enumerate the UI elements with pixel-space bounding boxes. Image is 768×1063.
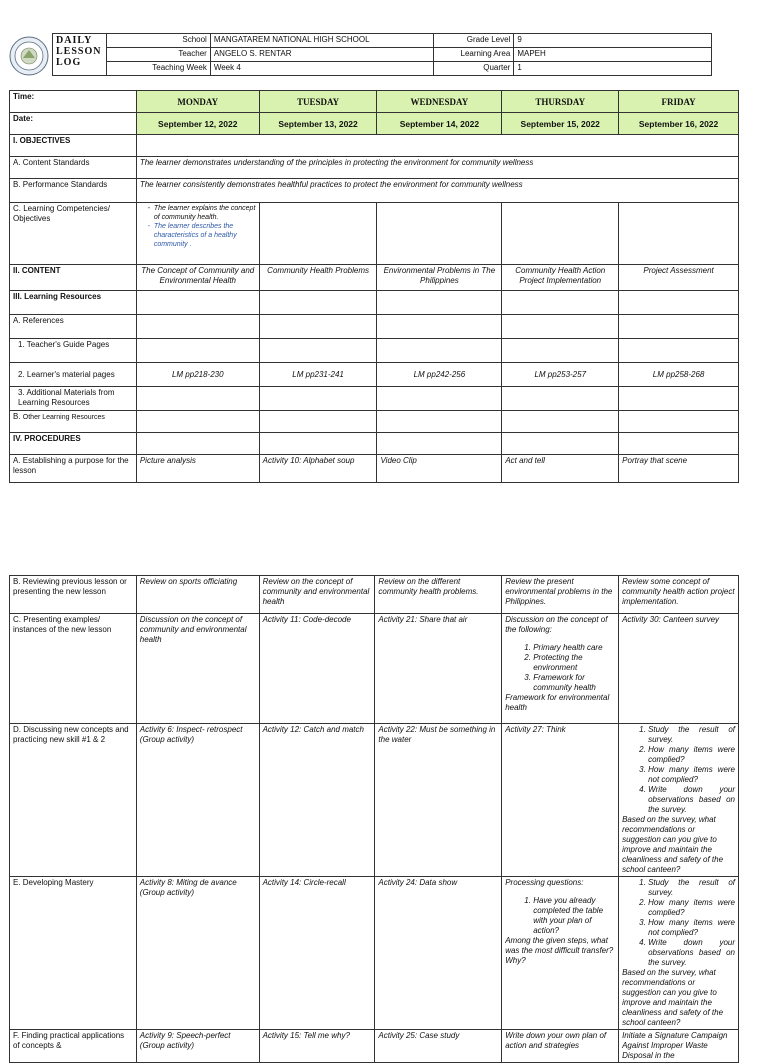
reviewing-tuesday: Review on the concept of community and environmental health — [259, 576, 375, 614]
presenting-thursday — [502, 614, 619, 724]
tg-thursday — [502, 339, 619, 363]
list-item: 1. Study the result of survey. — [648, 878, 735, 898]
resources-friday — [619, 291, 739, 315]
area-label: Learning Area — [434, 48, 514, 62]
am-monday — [136, 387, 259, 411]
log-title — [53, 34, 107, 76]
or-thursday — [502, 411, 619, 433]
mastery-label: E. Developing Mastery — [10, 877, 137, 1030]
presenting-thursday-outro: Framework for environmental health — [505, 693, 610, 712]
content-friday: Project Assessment — [619, 265, 739, 291]
discussing-tuesday: Activity 12: Catch and match — [259, 724, 375, 877]
competency-item: - The learner explains the concept of community health. — [154, 204, 256, 222]
resources-wednesday — [377, 291, 502, 315]
school-seal-icon — [9, 36, 49, 76]
date-monday: September 12, 2022 — [136, 113, 259, 135]
practical-label: F. Finding practical applications of concepts & — [10, 1030, 137, 1063]
establishing-thursday: Act and tell — [502, 455, 619, 483]
reviewing-friday: Review some concept of community health action project implementation. — [619, 576, 739, 614]
discussing-friday — [619, 724, 739, 877]
reviewing-thursday: Review the present environmental problems in the Philippines. — [502, 576, 619, 614]
lm-wednesday: LM pp242-256 — [377, 363, 502, 387]
other-resources-text: Other Learning Resources — [22, 414, 105, 421]
references-tuesday — [259, 315, 377, 339]
tg-wednesday — [377, 339, 502, 363]
presenting-wednesday: Activity 21: Share that air — [375, 614, 502, 724]
mastery-thursday-outro: Among the given steps, what was the most difficult transfer? Why? — [505, 936, 614, 965]
references-monday — [136, 315, 259, 339]
or-monday — [136, 411, 259, 433]
header-table — [52, 33, 712, 76]
list-item: 2. Protecting the environment — [533, 653, 615, 673]
am-friday — [619, 387, 739, 411]
references-label: A. References — [10, 315, 137, 339]
teacher-label: Teacher — [106, 48, 210, 62]
practical-monday: Activity 9: Speech-perfect (Group activity) — [136, 1030, 259, 1063]
area-value: MAPEH — [514, 48, 712, 62]
learners-material-label: 2. Learner's material pages — [10, 363, 137, 387]
presenting-thursday-intro: Discussion on the concept of the following: — [505, 615, 608, 634]
quarter-label: Quarter — [434, 62, 514, 76]
proc-thursday — [502, 433, 619, 455]
establishing-tuesday: Activity 10: Alphabet soup — [259, 455, 377, 483]
resources-label: III. Learning Resources — [10, 291, 137, 315]
mastery-wednesday: Activity 24: Data show — [375, 877, 502, 1030]
establishing-monday: Picture analysis — [136, 455, 259, 483]
day-friday: FRIDAY — [619, 91, 739, 113]
presenting-monday: Discussion on the concept of community and environmental health — [136, 614, 259, 724]
am-thursday — [502, 387, 619, 411]
other-resources-letter: B. — [13, 412, 21, 421]
date-thursday: September 15, 2022 — [502, 113, 619, 135]
proc-tuesday — [259, 433, 377, 455]
date-tuesday: September 13, 2022 — [259, 113, 377, 135]
competencies-tuesday — [259, 203, 377, 265]
presenting-label: C. Presenting examples/ instances of the new lesson — [10, 614, 137, 724]
proc-friday — [619, 433, 739, 455]
date-label: Date: — [10, 113, 137, 135]
presenting-tuesday: Activity 11: Code-decode — [259, 614, 375, 724]
procedures-label: IV. PROCEDURES — [10, 433, 137, 455]
log-title-line-1: DAILY — [56, 35, 93, 46]
establishing-wednesday: Video Clip — [377, 455, 502, 483]
day-monday: MONDAY — [136, 91, 259, 113]
practical-friday: Initiate a Signature Campaign Against Improper Waste Disposal in the — [619, 1030, 739, 1063]
mastery-friday-outro: Based on the survey, what recommendations or suggestion can you give to improve and maintain the cleanliness and safety of the school canteen? — [622, 968, 724, 1027]
log-title-line-2: LESSON — [56, 46, 102, 57]
or-friday — [619, 411, 739, 433]
competencies-monday — [136, 203, 259, 265]
am-tuesday — [259, 387, 377, 411]
practical-wednesday: Activity 25: Case study — [375, 1030, 502, 1063]
objectives-cell — [136, 135, 738, 157]
resources-thursday — [502, 291, 619, 315]
list-item: 1. Have you already completed the table with your plan of action? — [533, 896, 615, 936]
content-standards-value: The learner demonstrates understanding of the principles in protecting the environment for community wellness — [136, 157, 738, 179]
presenting-friday: Activity 30: Canteen survey — [619, 614, 739, 724]
or-tuesday — [259, 411, 377, 433]
content-standards-label: A. Content Standards — [10, 157, 137, 179]
list-item: 2. How many items were complied? — [648, 745, 735, 765]
reviewing-wednesday: Review on the different community health problems. — [375, 576, 502, 614]
week-label: Teaching Week — [106, 62, 210, 76]
school-value: MANGATAREM NATIONAL HIGH SCHOOL — [210, 34, 434, 48]
lm-monday: LM pp218-230 — [136, 363, 259, 387]
content-monday: The Concept of Community and Environmental Health — [136, 265, 259, 291]
tg-friday — [619, 339, 739, 363]
resources-monday — [136, 291, 259, 315]
lm-thursday: LM pp253-257 — [502, 363, 619, 387]
am-wednesday — [377, 387, 502, 411]
teacher-value: ANGELO S. RENTAR — [210, 48, 434, 62]
quarter-value: 1 — [514, 62, 712, 76]
objectives-label: I. OBJECTIVES — [10, 135, 137, 157]
competencies-thursday — [502, 203, 619, 265]
tg-monday — [136, 339, 259, 363]
tg-tuesday — [259, 339, 377, 363]
content-wednesday: Environmental Problems in The Philippines — [377, 265, 502, 291]
grade-label: Grade Level — [434, 34, 514, 48]
practical-tuesday: Activity 15: Tell me why? — [259, 1030, 375, 1063]
discussing-wednesday: Activity 22: Must be something in the water — [375, 724, 502, 877]
or-wednesday — [377, 411, 502, 433]
mastery-monday: Activity 8: Miting de avance (Group activity) — [136, 877, 259, 1030]
proc-wednesday — [377, 433, 502, 455]
resources-tuesday — [259, 291, 377, 315]
lm-friday: LM pp258-268 — [619, 363, 739, 387]
grade-value: 9 — [514, 34, 712, 48]
list-item: 3. How many items were not complied? — [648, 918, 735, 938]
discussing-monday: Activity 6: Inspect- retrospect (Group activity) — [136, 724, 259, 877]
day-wednesday: WEDNESDAY — [377, 91, 502, 113]
content-label: II. CONTENT — [10, 265, 137, 291]
list-item: 3. How many items were not complied? — [648, 765, 735, 785]
mastery-thursday-intro: Processing questions: — [505, 878, 584, 887]
school-label: School — [106, 34, 210, 48]
date-friday: September 16, 2022 — [619, 113, 739, 135]
establishing-label: A. Establishing a purpose for the lesson — [10, 455, 137, 483]
list-item: 4. Write down your observations based on the survey. — [648, 938, 735, 968]
list-item: 2. How many items were complied? — [648, 898, 735, 918]
week-value: Week 4 — [210, 62, 434, 76]
teachers-guide-label: 1. Teacher's Guide Pages — [10, 339, 137, 363]
competencies-wednesday — [377, 203, 502, 265]
day-tuesday: TUESDAY — [259, 91, 377, 113]
log-title-line-3: LOG — [56, 57, 82, 68]
performance-standards-value: The learner consistently demonstrates healthful practices to protect the environment for community wellness — [136, 179, 738, 203]
content-thursday: Community Health Action Project Implementation — [502, 265, 619, 291]
discussing-label: D. Discussing new concepts and practicing new skill #1 & 2 — [10, 724, 137, 877]
lm-tuesday: LM pp231-241 — [259, 363, 377, 387]
date-wednesday: September 14, 2022 — [377, 113, 502, 135]
practical-thursday: Write down your own plan of action and strategies — [502, 1030, 619, 1063]
reviewing-label: B. Reviewing previous lesson or presenting the new lesson — [10, 576, 137, 614]
other-resources-label — [10, 411, 137, 433]
references-thursday — [502, 315, 619, 339]
mastery-tuesday: Activity 14: Circle-recall — [259, 877, 375, 1030]
discussing-thursday: Activity 27: Think — [502, 724, 619, 877]
references-wednesday — [377, 315, 502, 339]
lesson-table-part-2 — [9, 575, 739, 1063]
content-tuesday: Community Health Problems — [259, 265, 377, 291]
mastery-thursday — [502, 877, 619, 1030]
additional-materials-label: 3. Additional Materials from Learning Resources — [10, 387, 137, 411]
references-friday — [619, 315, 739, 339]
proc-monday — [136, 433, 259, 455]
list-item: 1. Study the result of survey. — [648, 725, 735, 745]
competency-item: - The learner describes the characteristics of a healthy community . — [154, 222, 256, 249]
list-item: 1. Primary health care — [533, 643, 615, 653]
list-item: 3. Framework for community health — [533, 673, 615, 693]
establishing-friday: Portray that scene — [619, 455, 739, 483]
competencies-friday — [619, 203, 739, 265]
day-thursday: THURSDAY — [502, 91, 619, 113]
competencies-label: C. Learning Competencies/ Objectives — [10, 203, 137, 265]
mastery-friday — [619, 877, 739, 1030]
list-item: 4. Write down your observations based on the survey. — [648, 785, 735, 815]
discussing-friday-outro: Based on the survey, what recommendations or suggestion can you give to improve and maintain the cleanliness and safety of the school canteen? — [622, 815, 724, 874]
performance-standards-label: B. Performance Standards — [10, 179, 137, 203]
lesson-table-part-1 — [9, 90, 739, 483]
reviewing-monday: Review on sports officiating — [136, 576, 259, 614]
time-label: Time: — [10, 91, 137, 113]
